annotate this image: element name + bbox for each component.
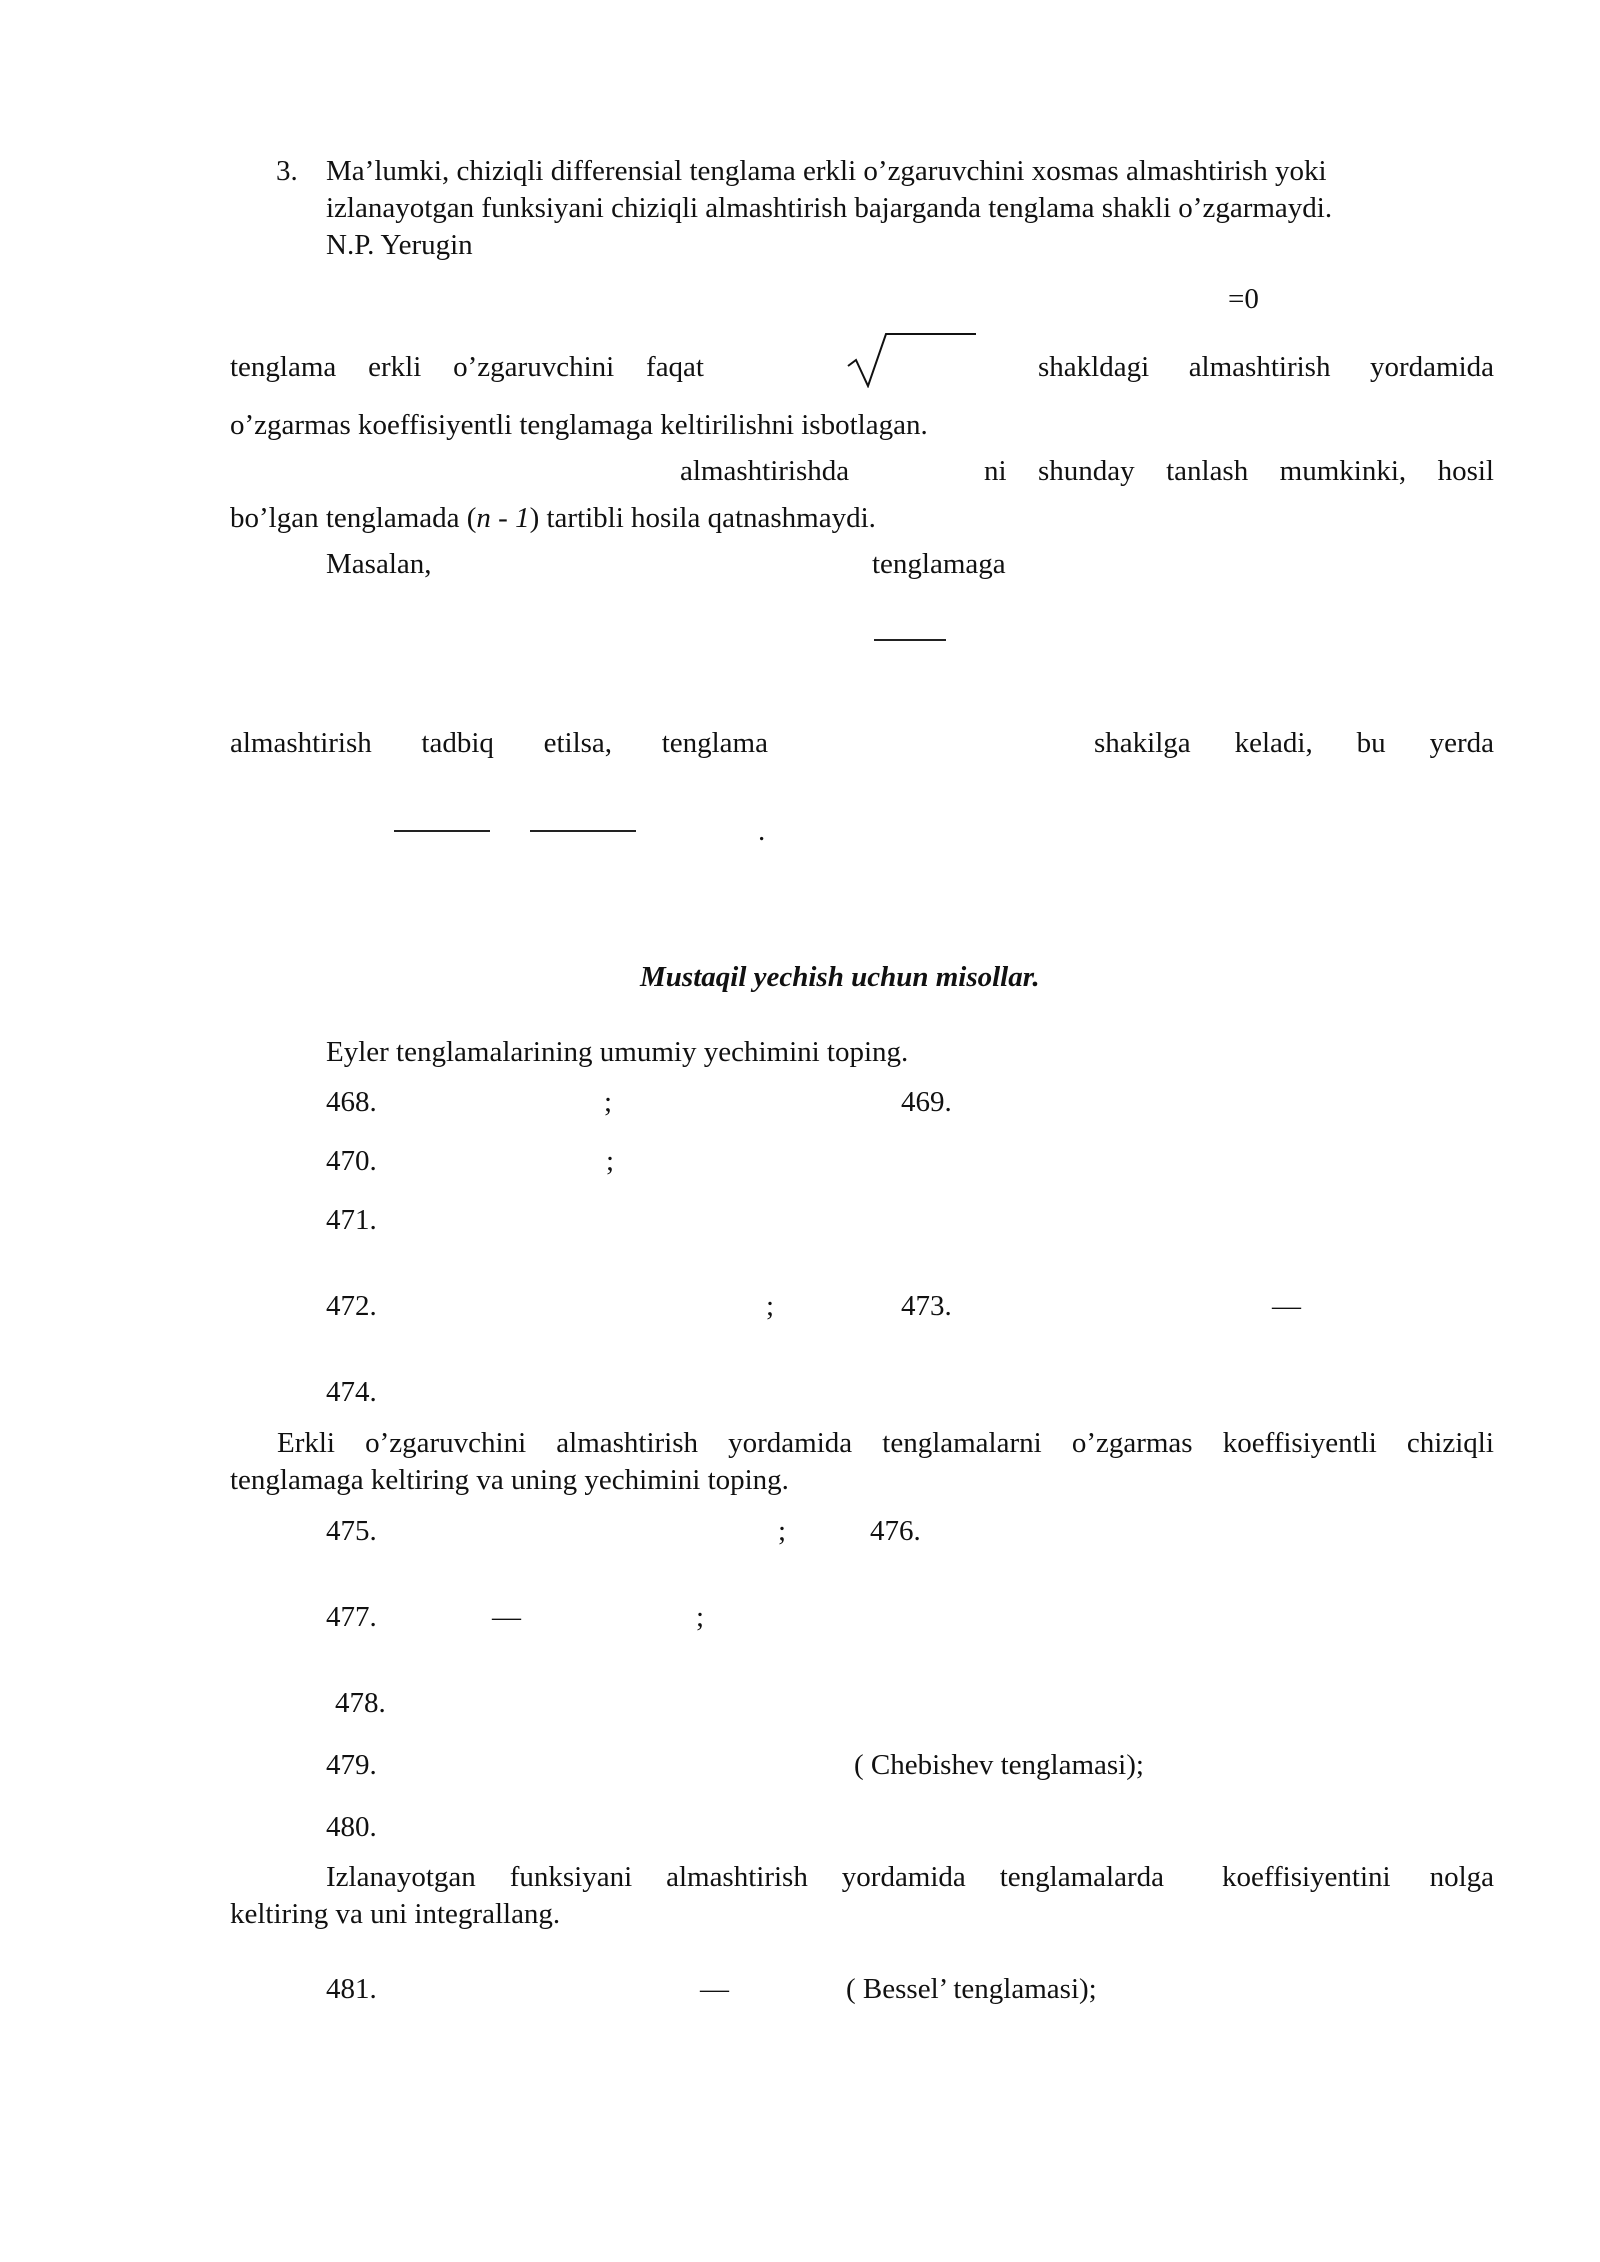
exercise-469-number: 469. [901, 1086, 952, 1118]
exercise-472-number: 472. [326, 1290, 377, 1322]
exercise-481-number: 481. [326, 1973, 377, 2005]
dash: — [1272, 1290, 1301, 1322]
erkli-line-2: tenglamaga keltiring va uning yechimini toping. [230, 1464, 789, 1496]
masalan-word: Masalan, [326, 548, 432, 580]
word: o’zgaruvchini [365, 1427, 527, 1459]
theorem-line-2: izlanayotgan funksiyani chiziqli almashtirish bajarganda tenglama shakli o’zgarmaydi. [326, 192, 1333, 224]
theorem-line-1: Ma’lumki, chiziqli differensial tenglama erkli o’zgaruvchini xosmas almashtirish yoki [326, 155, 1327, 187]
para2-word-almashtirishda: almashtirishda [680, 455, 850, 487]
square-root-symbol [846, 328, 986, 388]
section-heading: Mustaqil yechish uchun misollar. [640, 961, 1040, 993]
word: yerda [1429, 727, 1494, 759]
dash: — [492, 1601, 521, 1633]
exercise-471-number: 471. [326, 1204, 377, 1236]
word: funksiyani [509, 1861, 633, 1893]
word: shunday [1037, 455, 1135, 487]
word: o’zgarmas [1071, 1427, 1193, 1459]
text: ) tartibli hosila qatnashmaydi. [529, 502, 876, 534]
word: tenglamalarda [999, 1861, 1164, 1893]
semicolon: ; [604, 1086, 613, 1118]
word: Izlanayotgan [326, 1861, 476, 1893]
exercise-476-number: 476. [870, 1515, 921, 1547]
word: tanlash [1166, 455, 1249, 487]
exercise-475-number: 475. [326, 1515, 377, 1547]
word: almashtirish [1188, 351, 1331, 383]
n-minus-one: n - 1 [476, 502, 530, 534]
semicolon: ; [696, 1601, 705, 1633]
exercise-480-number: 480. [326, 1811, 377, 1843]
exercise-468-number: 468. [326, 1086, 377, 1118]
exercise-477-number: 477. [326, 1601, 377, 1633]
fraction-bar [530, 830, 636, 832]
word: tenglama [661, 727, 768, 759]
erkli-line-1 [277, 1424, 1494, 1462]
word: koeffisiyentli [1222, 1427, 1377, 1459]
equation-equals-zero: =0 [1228, 283, 1259, 315]
word: o’zgaruvchini [453, 351, 615, 383]
word: yordamida [728, 1427, 853, 1459]
exercise-470-number: 470. [326, 1145, 377, 1177]
text: bo’lgan tenglamada ( [230, 502, 477, 534]
izlan-line-1-left [326, 1858, 1164, 1896]
para2-right-words [984, 452, 1494, 490]
word: shakldagi [1038, 351, 1150, 383]
word: keladi, [1234, 727, 1313, 759]
para3-left-words [230, 724, 768, 762]
para1-right-words [1038, 348, 1494, 386]
word: tenglamalarni [882, 1427, 1042, 1459]
exercise-473-number: 473. [901, 1290, 952, 1322]
word: bu [1356, 727, 1386, 759]
word: erkli [368, 351, 422, 383]
word: koeffisiyentini [1222, 1861, 1391, 1893]
euler-intro: Eyler tenglamalarining umumiy yechimini toping. [326, 1036, 909, 1068]
exercise-478-number: 478. [335, 1687, 386, 1719]
fraction-bar [874, 639, 946, 641]
para3-right-words [1094, 724, 1494, 762]
word: nolga [1429, 1861, 1494, 1893]
period: . [758, 815, 766, 847]
exercise-474-number: 474. [326, 1376, 377, 1408]
word: yordamida [1369, 351, 1494, 383]
word: etilsa, [543, 727, 613, 759]
para1-line-2: o’zgarmas koeffisiyentli tenglamaga keltirilishni isbotlagan. [230, 409, 928, 441]
bessel-note: ( Bessel’ tenglamasi); [846, 1973, 1097, 2005]
word: almashtirish [666, 1861, 808, 1893]
word: chiziqli [1406, 1427, 1494, 1459]
semicolon: ; [778, 1515, 787, 1547]
word: almashtirish [556, 1427, 699, 1459]
word: mumkinki, [1279, 455, 1407, 487]
para1-left-words [230, 348, 704, 386]
izlan-line-2: keltiring va uni integrallang. [230, 1898, 561, 1930]
exercise-479-number: 479. [326, 1749, 377, 1781]
word: Erkli [277, 1427, 335, 1459]
izlan-line-1-right [1222, 1858, 1494, 1896]
word: tadbiq [421, 727, 494, 759]
dash: — [700, 1973, 729, 2005]
word: tenglama [230, 351, 337, 383]
tenglamaga-word: tenglamaga [872, 548, 1006, 580]
word: shakilga [1094, 727, 1191, 759]
word: almashtirish [230, 727, 372, 759]
semicolon: ; [606, 1145, 615, 1177]
chebishev-note: ( Chebishev tenglamasi); [854, 1749, 1144, 1781]
theorem-author: N.P. Yerugin [326, 229, 473, 261]
semicolon: ; [766, 1290, 775, 1322]
word: hosil [1437, 455, 1494, 487]
word: ni [984, 455, 1007, 487]
para2-line-2 [230, 499, 876, 537]
theorem-number: 3. [276, 155, 298, 187]
word: yordamida [841, 1861, 966, 1893]
word: faqat [646, 351, 704, 383]
fraction-bar [394, 830, 490, 832]
